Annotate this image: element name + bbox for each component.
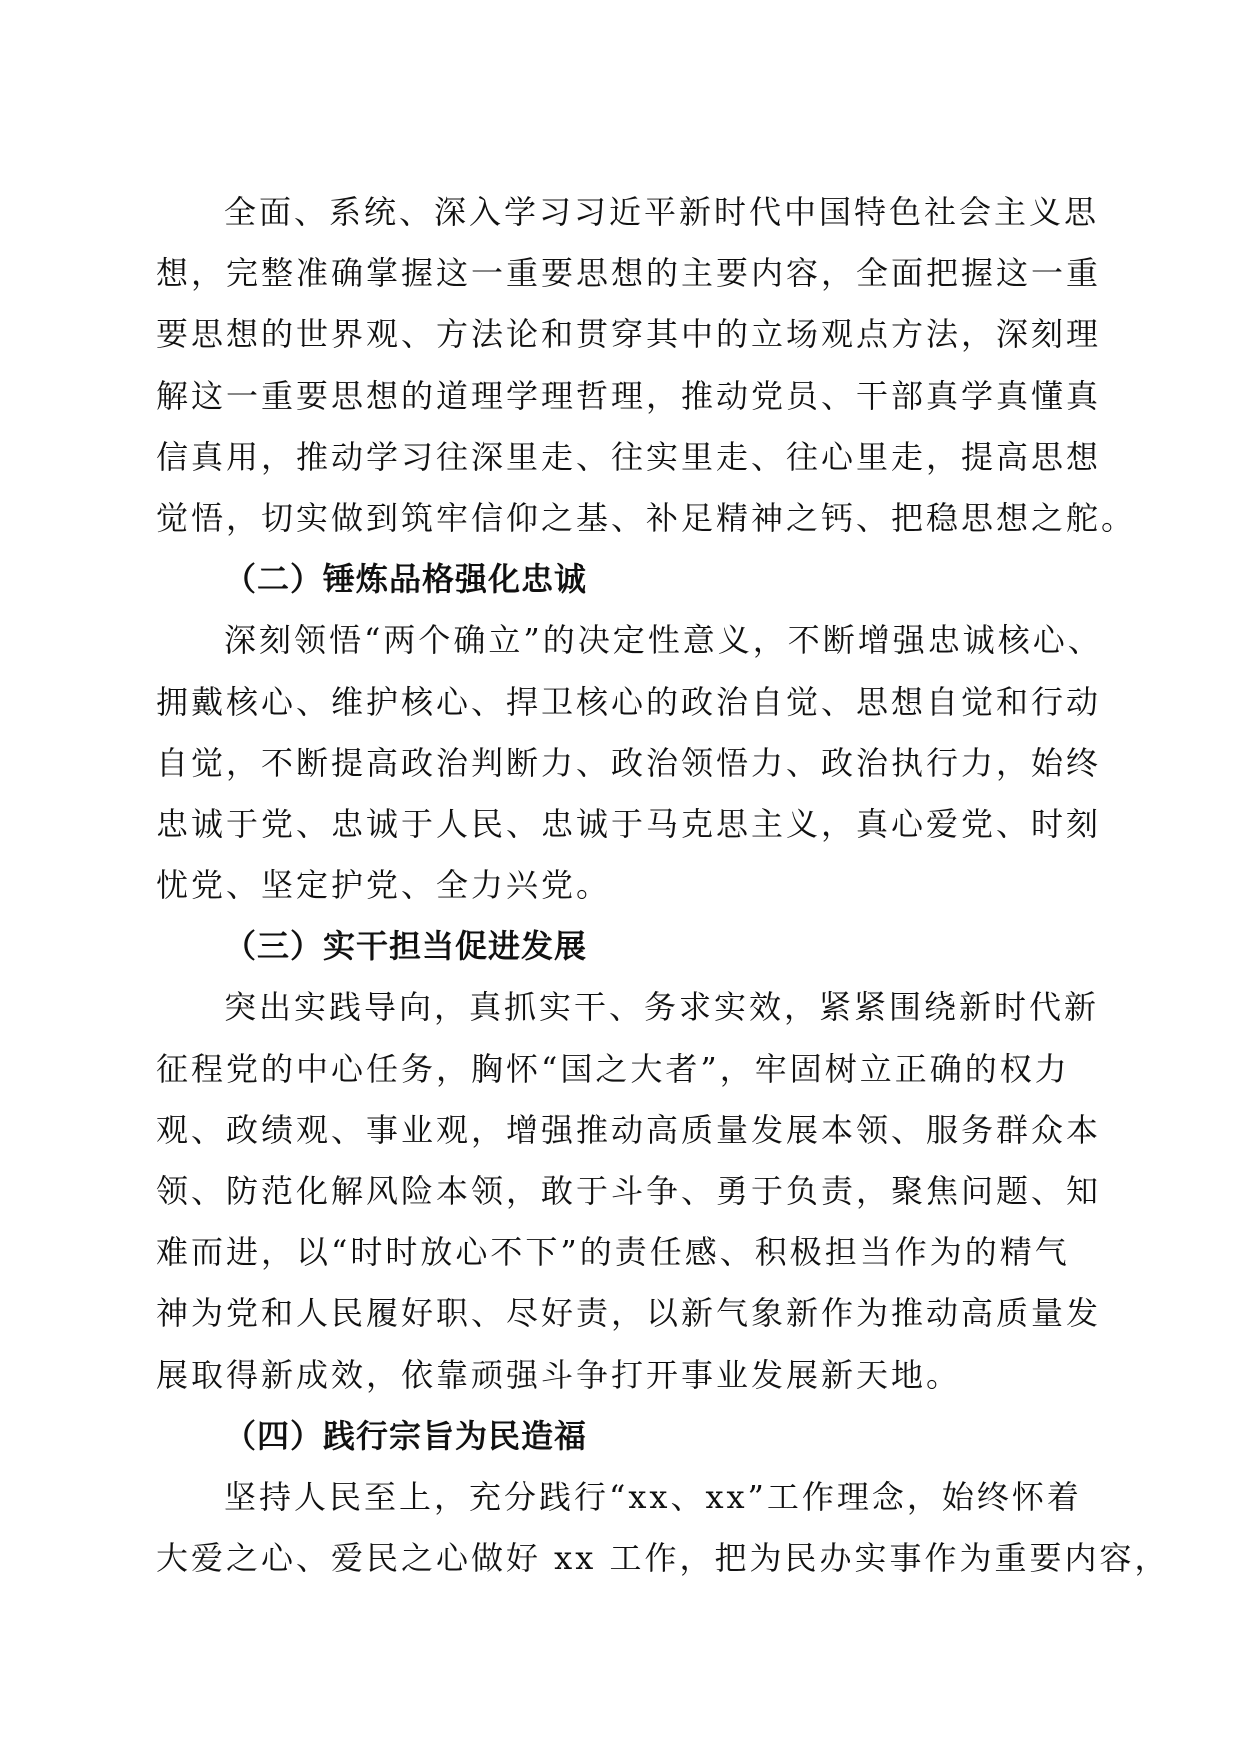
section-heading: （四）践行宗旨为民造福 [224, 1416, 588, 1455]
paragraph-line: 领、防范化解风险本领，敢于斗争、勇于负责，聚焦问题、知 [156, 1172, 1102, 1210]
paragraph-line: 忠诚于党、忠诚于人民、忠诚于马克思主义，真心爱党、时刻 [156, 804, 1102, 843]
paragraph-line: 突出实践导向，真抓实干、务求实效，紧紧围绕新时代新 [224, 988, 1100, 1027]
paragraph-line: 观、政绩观、事业观，增强推动高质量发展本领、服务群众本 [156, 1110, 1102, 1149]
paragraph-line: 解这一重要思想的道理学理哲理，推动党员、干部真学真懂真 [156, 376, 1102, 415]
paragraph-line: 神为党和人民履好职、尽好责，以新气象新作为推动高质量发 [156, 1294, 1102, 1333]
paragraph-line: 要思想的世界观、方法论和贯穿其中的立场观点方法，深刻理 [156, 315, 1102, 354]
section-heading: （二）锤炼品格强化忠诚 [224, 560, 588, 599]
paragraph-line: 信真用，推动学习往深里走、往实里走、往心里走，提高思想 [156, 437, 1102, 476]
paragraph-line: 深刻领悟“两个确立”的决定性意义，不断增强忠诚核心、 [224, 621, 1103, 660]
paragraph-line: 坚持人民至上，充分践行“xx、xx”工作理念，始终怀着 [224, 1477, 1082, 1516]
document-body [156, 182, 1170, 1589]
paragraph-line: 拥戴核心、维护核心、捍卫核心的政治自觉、思想自觉和行动 [156, 682, 1102, 721]
paragraph-line: 自觉，不断提高政治判断力、政治领悟力、政治执行力，始终 [156, 743, 1102, 782]
paragraph-line: 大爱之心、爱民之心做好 xx 工作，把为民办实事作为重要内容， [156, 1539, 1170, 1578]
paragraph-line: 觉悟，切实做到筑牢信仰之基、补足精神之钙、把稳思想之舵。 [156, 498, 1137, 537]
section-heading: （三）实干担当促进发展 [224, 927, 588, 966]
paragraph-line: 展取得新成效，依靠顽强斗争打开事业发展新天地。 [156, 1355, 962, 1394]
paragraph-line: 全面、系统、深入学习习近平新时代中国特色社会主义思 [224, 193, 1100, 231]
paragraph-line: 忧党、坚定护党、全力兴党。 [156, 866, 612, 905]
paragraph-line: 想，完整准确掌握这一重要思想的主要内容，全面把握这一重 [156, 254, 1102, 293]
paragraph-line: 征程党的中心任务，胸怀“国之大者”，牢固树立正确的权力 [156, 1049, 1070, 1088]
paragraph-line: 难而进，以“时时放心不下”的责任感、积极担当作为的精气 [156, 1233, 1070, 1272]
